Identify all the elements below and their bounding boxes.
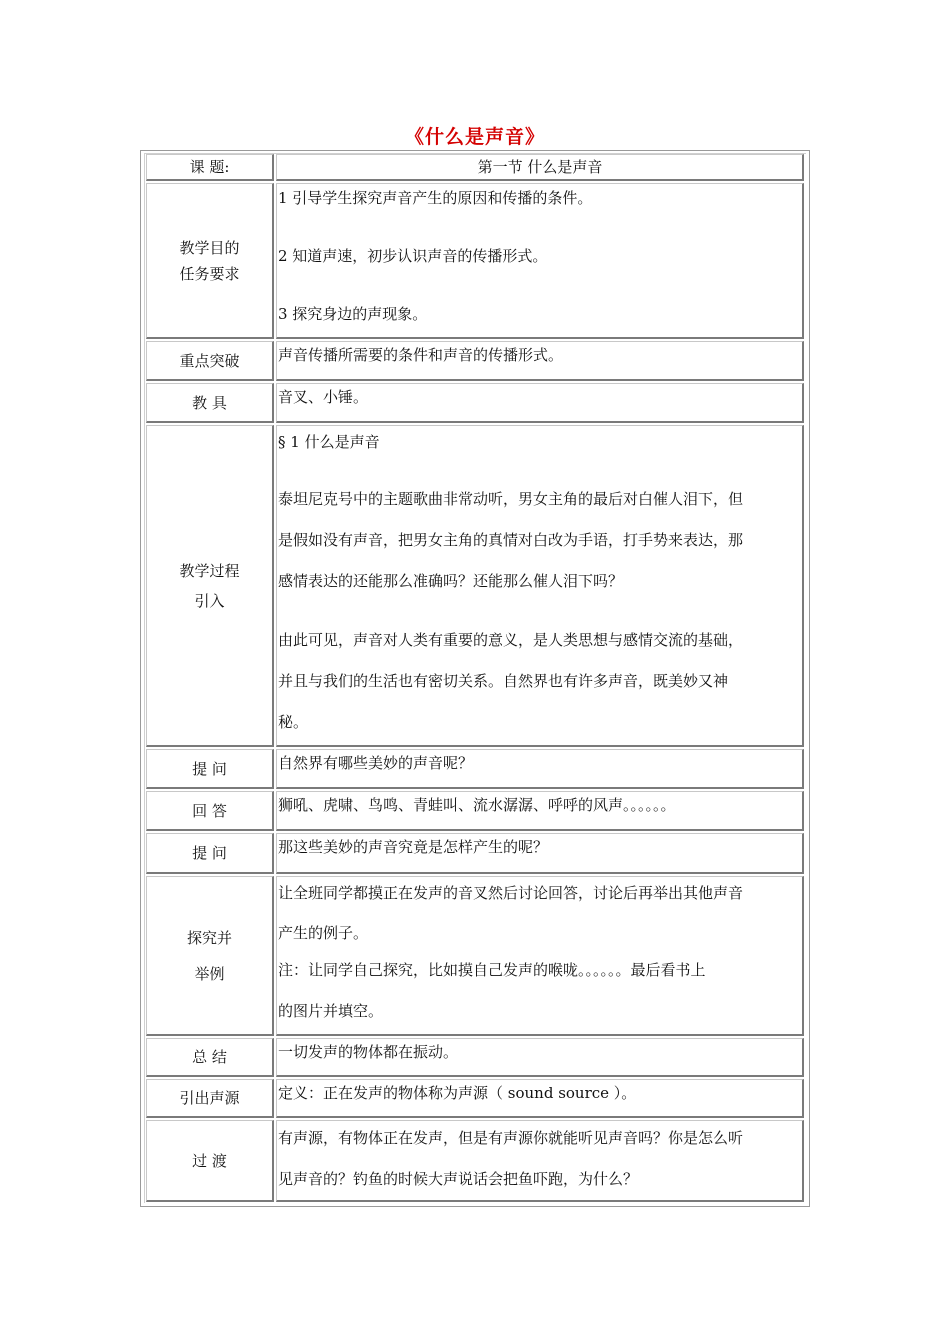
transition-line-1: 有声源，有物体正在发声，但是有声源你就能听见声音吗？你是怎么听 [278,1129,744,1147]
transition-label: 过 渡 [192,1151,227,1170]
summary-value: 一切发声的物体都在振动。 [276,1038,804,1077]
tools-label: 教 具 [192,393,227,412]
process-label-line2: 引入 [194,591,225,610]
document-title: 《什么是声音》 [404,126,545,148]
explore-line-2: 产生的例子。 [278,924,369,942]
transition-value [276,1120,804,1202]
summary-label: 总 结 [192,1048,227,1066]
row-label-process [146,425,274,747]
row-label-topic [146,154,274,181]
topic-label: 课 题: [189,158,230,176]
topic-value: 第一节 什么是声音 [276,154,804,181]
process-heading: § 1 什么是声音 [278,433,380,451]
process-line-3: 感情表达的还能那么准确吗？还能那么催人泪下吗？ [278,572,624,590]
objective-item-1: 1 引导学生探究声音产生的原因和传播的条件。 [278,189,593,207]
transition-line-2: 见声音的？钓鱼的时候大声说话会把鱼吓跑，为什么？ [278,1170,639,1188]
key-points-value: 声音传播所需要的条件和声音的传播形式。 [276,341,804,381]
explore-label-line2: 举例 [194,964,225,983]
key-points-label: 重点突破 [179,351,240,370]
explore-line-4: 的图片并填空。 [278,1002,384,1020]
explore-value [276,876,804,1036]
row-label-explore [146,876,274,1036]
question-1-label: 提 问 [192,759,227,778]
row-label-objectives [146,183,274,339]
objective-item-2: 2 知道声速，初步认识声音的传播形式。 [278,247,548,265]
objectives-label-line1: 教学目的 [179,238,240,257]
row-label-summary [146,1038,274,1077]
tools-value: 音叉、小锤。 [276,383,804,423]
row-label-source [146,1079,274,1118]
row-label-tools [146,383,274,423]
process-line-6: 秘。 [278,713,309,731]
source-label: 引出声源 [179,1089,240,1107]
objective-item-3: 3 探究身边的声现象。 [278,305,428,323]
process-line-5: 并且与我们的生活也有密切关系。自然界也有许多声音，既美妙又神 [278,672,729,690]
process-value [276,425,804,747]
process-line-4: 由此可见，声音对人类有重要的意义，是人类思想与感情交流的基础， [278,631,744,649]
question-1-value: 自然界有哪些美妙的声音呢？ [276,749,804,789]
explore-line-3: 注：让同学自己探究，比如摸自己发声的喉咙。。。。。。最后看书上 [278,961,706,979]
question-2-label: 提 问 [192,844,227,862]
explore-line-1: 让全班同学都摸正在发声的音叉然后讨论回答，讨论后再举出其他声音 [278,884,744,902]
question-2-value: 那这些美妙的声音究竟是怎样产生的呢？ [276,833,804,874]
row-label-key-points [146,341,274,381]
explore-label-line1: 探究并 [186,928,232,947]
row-label-question-1 [146,749,274,789]
process-line-2: 是假如没有声音，把男女主角的真情对白改为手语，打手势来表达，那 [278,531,744,549]
objectives-label-line2: 任务要求 [179,264,240,283]
row-label-answer [146,791,274,831]
source-value: 定义：正在发声的物体称为声源（ sound source ）。 [276,1079,804,1118]
objectives-value [276,183,804,339]
process-label-line1: 教学过程 [179,561,240,580]
answer-label: 回 答 [192,801,227,820]
row-label-question-2 [146,833,274,874]
answer-value: 狮吼、虎啸、鸟鸣、青蛙叫、流水潺潺、呼呼的风声。。。。。。 [276,791,804,831]
row-label-transition [146,1120,274,1202]
process-line-1: 泰坦尼克号中的主题歌曲非常动听，男女主角的最后对白催人泪下，但 [278,490,744,508]
